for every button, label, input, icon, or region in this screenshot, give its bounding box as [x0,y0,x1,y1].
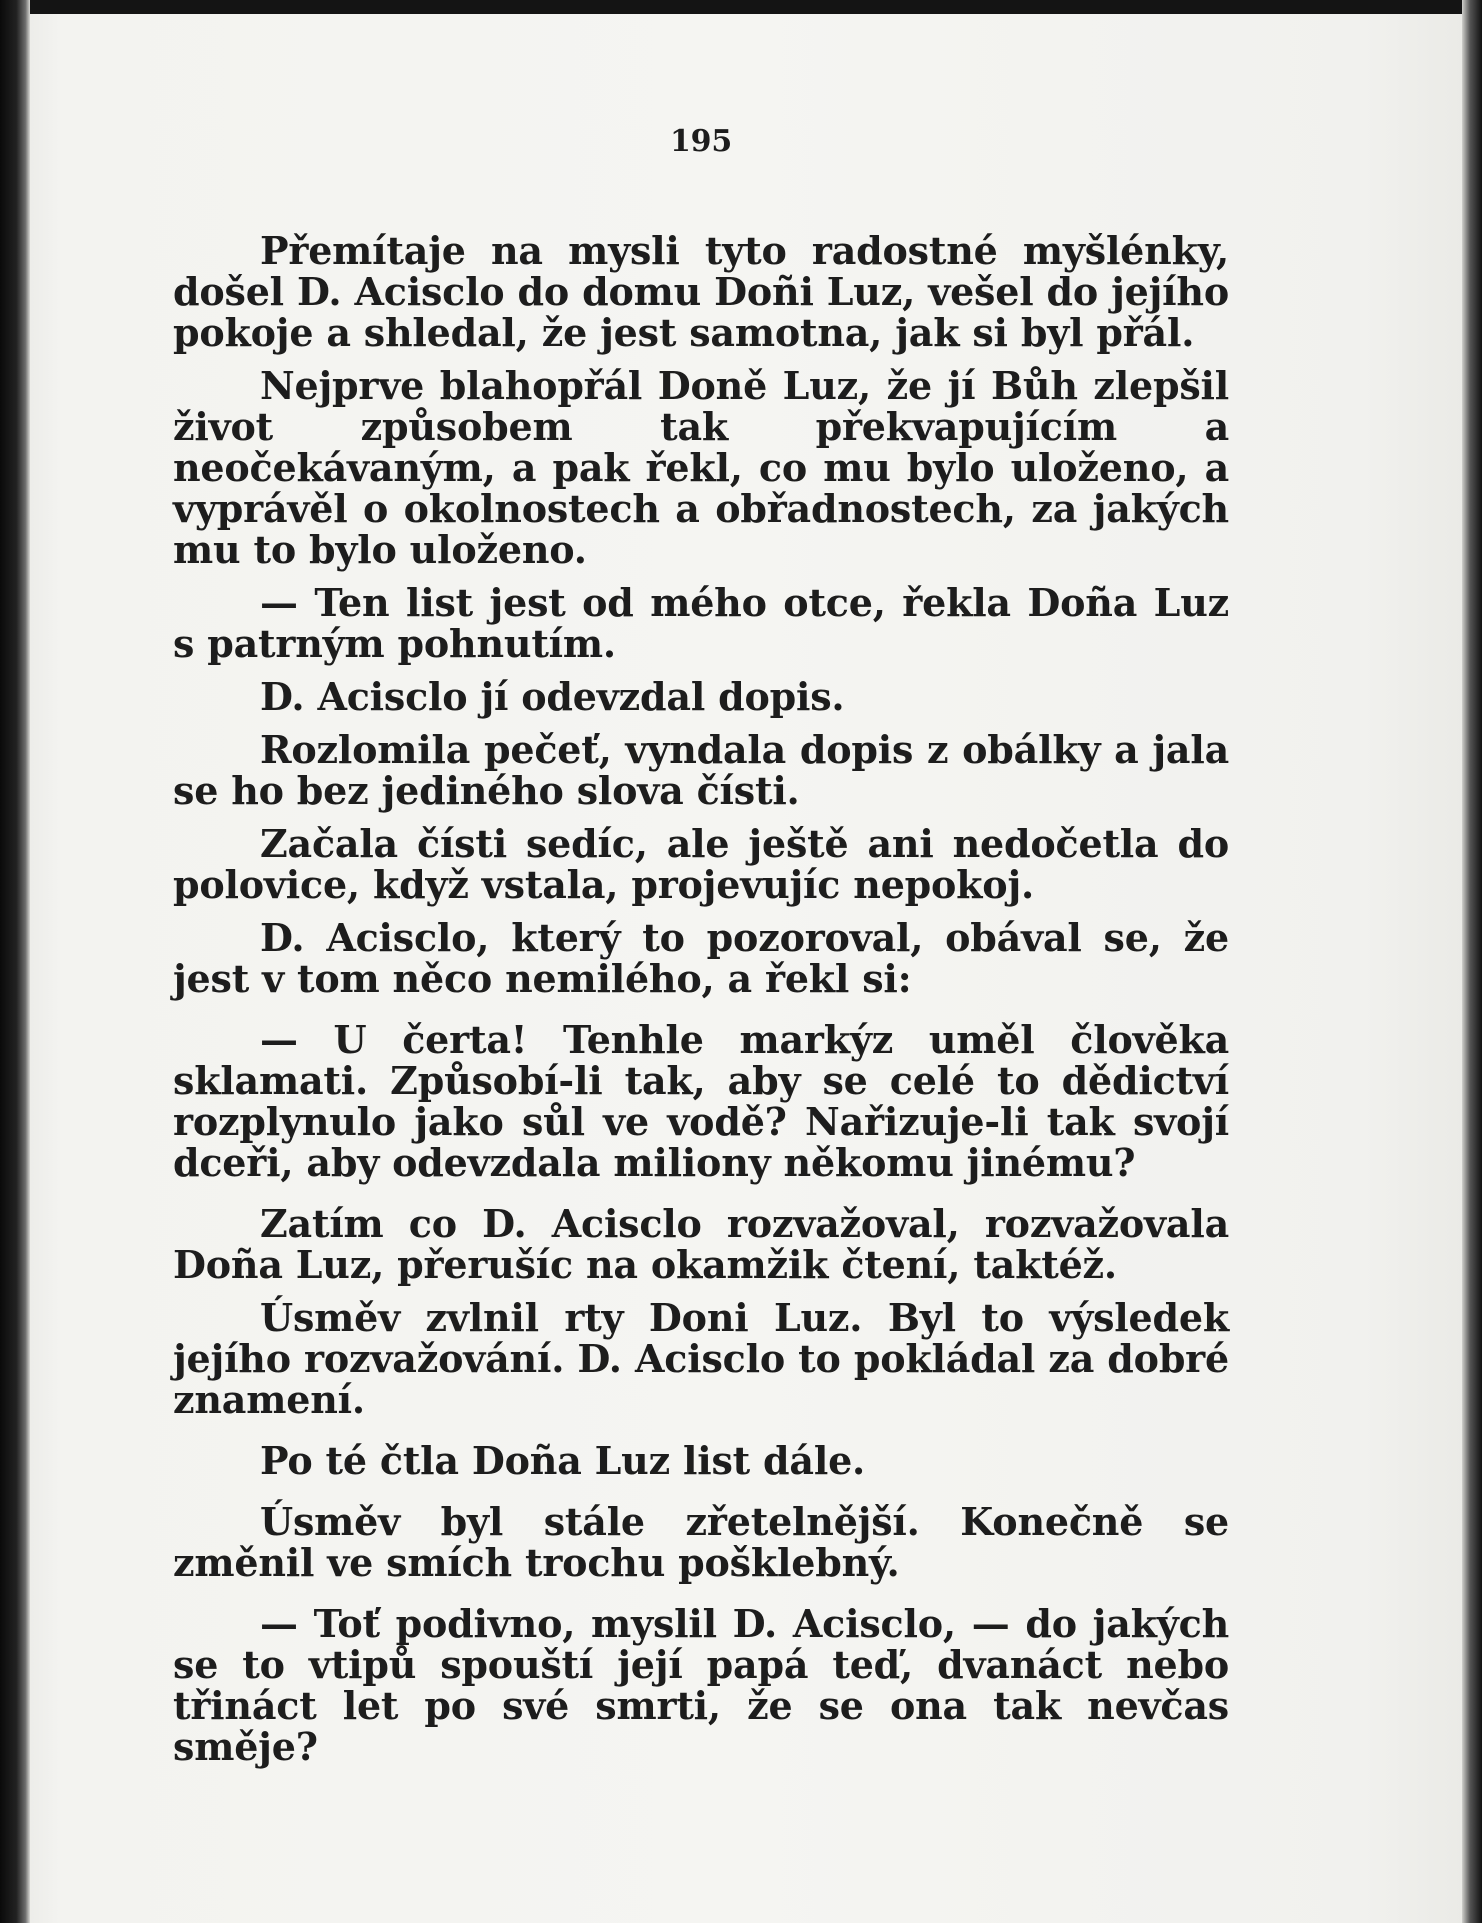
page-text [173,122,1229,1802]
paragraph-3: — Ten list jest od mého otce, řekla Doña Luz s patrným pohnutím. [173,580,1229,666]
scan-left-edge [0,0,30,1923]
paragraph-8: — U čerta! Tenhle markýz uměl člověka sklamati. Způsobí-li tak, aby se celé to dědictví rozplynulo jako sůl ve vodě? Nařizuje-li tak svojí dceři, aby odevzdala miliony někomu jinému? [173,1017,1229,1185]
scan-right-edge [1462,0,1482,1923]
paragraph-11: Po té čtla Doña Luz list dále. [260,1438,866,1483]
page-number: 195 [669,124,733,159]
paragraph-6: Začala čísti sedíc, ale ještě ani nedočetla do polovice, když vstala, projevujíc nepokoj. [173,821,1229,907]
paragraph-13: — Toť podivno, myslil D. Acisclo, — do jakých se to vtipů spouští její papá teď, dvanáct nebo třináct let po své smrti, že se ona tak nevčas směje? [173,1601,1229,1769]
paragraph-4: D. Acisclo jí odevzdal dopis. [260,674,845,719]
paragraph-12: Úsměv byl stále zřetelnější. Konečně se změnil ve smích trochu pošklebný. [173,1499,1229,1585]
paragraph-2: Nejprve blahopřál Doně Luz, že jí Bůh zlepšil život způsobem tak překvapujícím a neočekávaným, a pak řekl, co mu bylo uloženo, a vyprávěl o okolnostech a obřadnostech, za jakých mu to bylo uloženo. [173,363,1229,572]
paragraph-1: Přemítaje na mysli tyto radostné myšlénky, došel D. Acisclo do domu Doñi Luz, vešel do jejího pokoje a shledal, že jest samotna, jak si byl přál. [173,228,1229,355]
paragraph-9: Zatím co D. Acisclo rozvažoval, rozvažovala Doña Luz, přerušíc na okamžik čtení, taktéž. [173,1201,1229,1287]
scan-top-edge [0,0,1482,14]
paragraph-10: Úsměv zvlnil rty Doni Luz. Byl to výsledek jejího rozvažování. D. Acisclo to pokládal za dobré znamení. [173,1295,1229,1422]
paragraph-7: D. Acisclo, který to pozoroval, obával se, že jest v tom něco nemilého, a řekl si: [173,915,1229,1001]
paragraph-5: Rozlomila pečeť, vyndala dopis z obálky a jala se ho bez jediného slova čísti. [173,727,1229,813]
